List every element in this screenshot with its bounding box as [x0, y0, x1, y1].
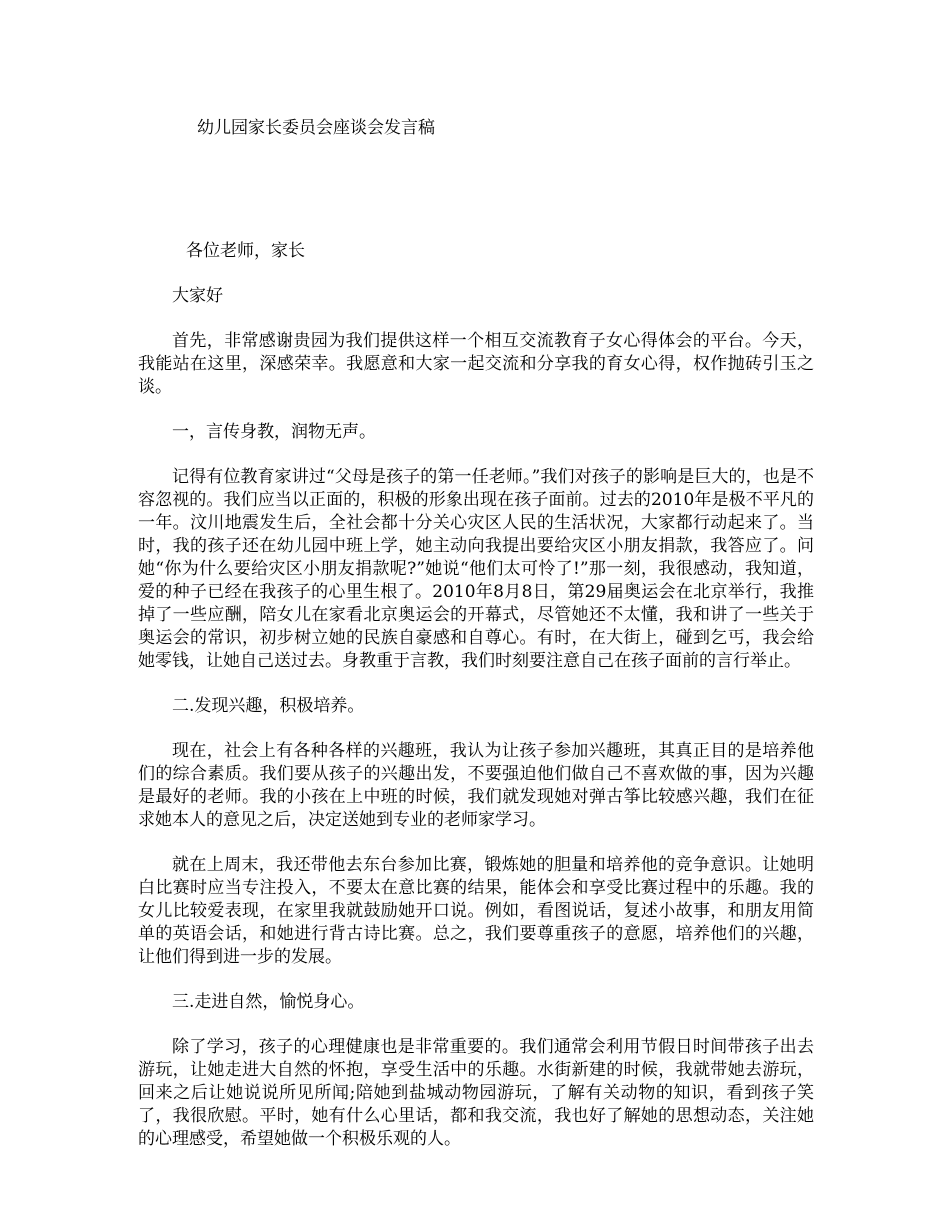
paragraph-section-2b: 就在上周末，我还带他去东台参加比赛，锻炼她的胆量和培养他的竞争意识。让她明白比赛时应当专注投入，不要太在意比赛的结果，能体会和享受比赛过程中的乐趣。我的女儿比较爱表现，在家里我就鼓励她开口说。例如，看图说话，复述小故事，和朋友用简单的英语会话，和她进行背古诗比赛。总之，我们要尊重孩子的意愿，培养他们的兴趣，让他们得到进一步的发展。 — [138, 855, 814, 967]
paragraph-section-2a: 现在，社会上有各种各样的兴趣班，我认为让孩子参加兴趣班，其真正目的是培养他们的综合素质。我们要从孩子的兴趣出发，不要强迫他们做自己不喜欢做的事，因为兴趣是最好的老师。我的小孩在上中班的时候，我们就发现她对弹古筝比较感兴趣，我们在征求她本人的意见之后，决定送她到专业的老师家学习。 — [138, 741, 814, 830]
paragraph-opening: 大家好 — [172, 286, 223, 306]
section-heading-2: 二.发现兴趣，积极培养。 — [172, 696, 365, 716]
document-title: 幼儿园家长委员会座谈会发言稿 — [197, 118, 435, 138]
greeting: 各位老师，家长 — [186, 241, 305, 261]
paragraph-intro: 首先，非常感谢贵园为我们提供这样一个相互交流教育子女心得体会的平台。今天，我能站在这里，深感荣幸。我愿意和大家一起交流和分享我的育女心得，权作抛砖引玉之谈。 — [138, 331, 814, 397]
paragraph-section-1: 记得有位教育家讲过“父母是孩子的第一任老师。”我们对孩子的影响是巨大的，也是不容忽视的。我们应当以正面的，积极的形象出现在孩子面前。过去的2010年是极不平凡的一年。汶川地震发生后，全社会都十分关心灾区人民的生活状况，大家都行动起来了。当时，我的孩子还在幼儿园中班上学，她主动向我提出要给灾区小朋友捐款，我答应了。问她“你为什么要给灾区小朋友捐款呢?”她说“他们太可怜了!”那一刻，我很感动，我知道，爱的种子已经在我孩子的心里生根了。2010年8月8日，第29届奥运会在北京举行，我推掉了一些应酬，陪女儿在家看北京奥运会的开幕式，尽管她还不太懂，我和讲了一些关于奥运会的常识，初步树立她的民族自豪感和自尊心。有时，在大街上，碰到乞丐，我会给她零钱，让她自己送过去。身教重于言教，我们时刻要注意自己在孩子面前的言行举止。 — [138, 467, 814, 671]
paragraph-section-3: 除了学习，孩子的心理健康也是非常重要的。我们通常会利用节假日时间带孩子出去游玩，让她走进大自然的怀抱，享受生活中的乐趣。水街新建的时候，我就带她去游玩，回来之后让她说说所见所闻;陪她到盐城动物园游玩，了解有关动物的知识，看到孩子笑了，我很欣慰。平时，她有什么心里话，都和我交流，我也好了解她的思想动态，关注她的心理感受，希望她做一个积极乐观的人。 — [138, 1037, 814, 1149]
section-heading-3: 三.走进自然，愉悦身心。 — [172, 992, 365, 1012]
section-heading-1: 一，言传身教，润物无声。 — [172, 422, 376, 442]
document-body — [138, 240, 814, 1173]
